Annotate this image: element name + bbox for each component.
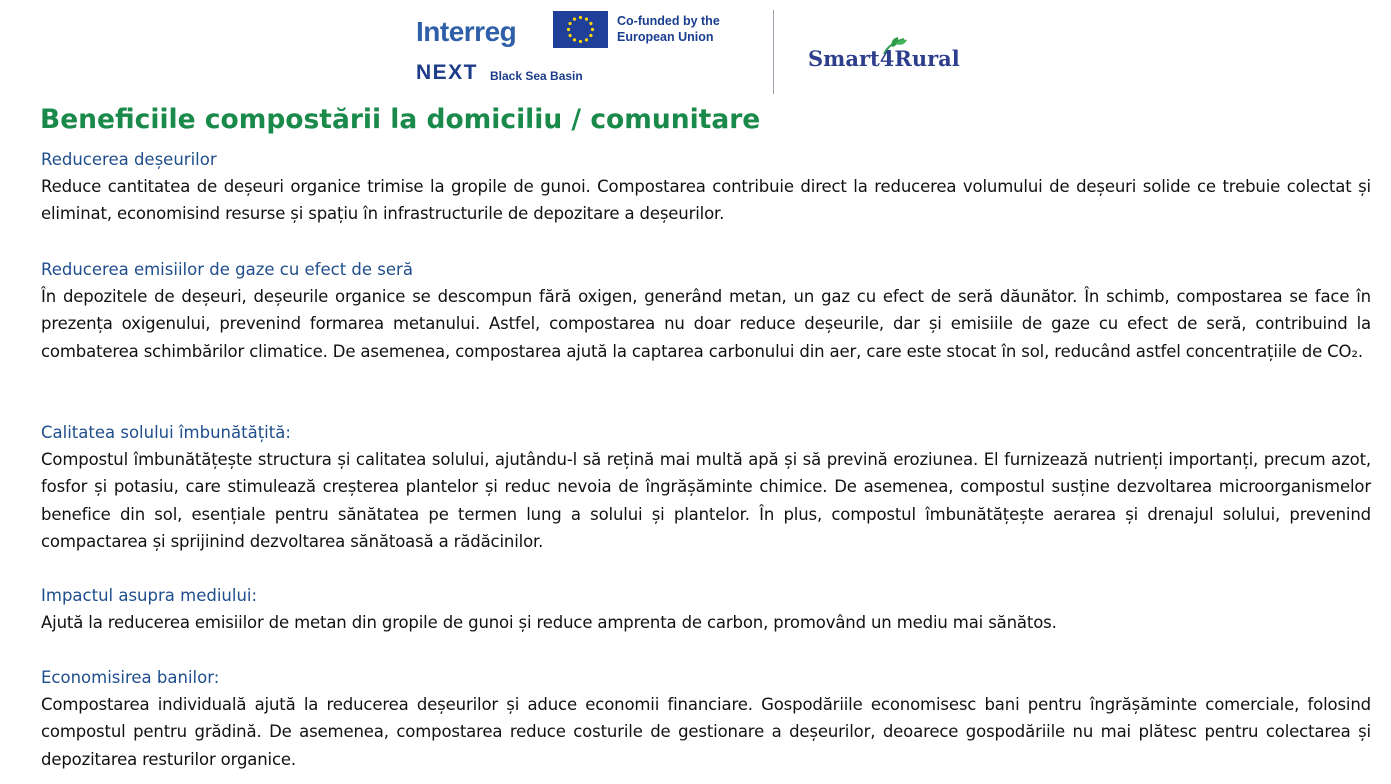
section-heading: Calitatea solului îmbunătățită:	[41, 423, 291, 442]
section-emissions-reduction	[41, 256, 1371, 365]
cofunded-text	[617, 13, 747, 45]
section-paragraph: Ajută la reducerea emisiilor de metan din gropile de gunoi și reduce amprenta de carbon, promovând un mediu mai sănătos.	[41, 613, 1057, 632]
logo-divider	[773, 10, 774, 94]
section-heading: Economisirea banilor:	[41, 668, 220, 687]
section-heading: Reducerea emisiilor de gaze cu efect de seră	[41, 260, 413, 279]
eu-flag-icon	[553, 11, 608, 48]
interreg-logo-text: Interreg	[416, 16, 517, 47]
section-soil-quality	[41, 419, 1371, 555]
header-logos	[0, 0, 1391, 96]
section-paragraph: În depozitele de deșeuri, deșeurile organice se descompun fără oxigen, generând metan, un gaz cu efect de seră dăunător. În schimb, compostarea se face în prezența oxigenului, prevenind formarea metanului. Astfel, compostarea nu doar reduce deșeurile, dar și emisiile de gaze cu efect de seră, contribuind la combaterea schimbărilor climatice. De asemenea, compostarea ajută la captarea carbonului din aer, care este stocat în sol, reducând astfel concentrațiile de CO₂.	[41, 287, 1371, 361]
section-paragraph: Compostarea individuală ajută la reducerea deșeurilor și aduce economii financiare. Gospodăriile economisesc bani pentru îngrășăminte comerciale, folosind compostul pentru grădină. De asemenea, compostarea reduce costurile de gestionare a deșeurilor, deoarece gospodăriile nu mai plătesc pentru colectarea și depozitarea resturilor organice.	[41, 695, 1371, 769]
document-title: Beneficiile compostării la domiciliu / comunitare	[40, 104, 761, 135]
section-paragraph: Reduce cantitatea de deșeuri organice trimise la gropile de gunoi. Compostarea contribuie direct la reducerea volumului de deșeuri solide ce trebuie colectat și eliminat, economisind resurse și spațiu în infrastructurile de depozitare a deșeurilor.	[41, 177, 1371, 224]
next-logo-text: NEXT	[416, 61, 479, 84]
section-environment-impact	[41, 582, 1371, 636]
section-waste-reduction	[41, 146, 1371, 228]
black-sea-basin-text: Black Sea Basin	[490, 69, 583, 83]
section-paragraph: Compostul îmbunătățește structura și calitatea solului, ajutându-l să rețină mai multă apă și să prevină eroziunea. El furnizează nutrienți importanți, precum azot, fosfor și potasiu, care stimulează creșterea plantelor și reduc nevoia de îngrășăminte chimice. De asemenea, compostul susține dezvoltarea microorganismelor benefice din sol, esențiale pentru sănătatea pe termen lung a solului și plantelor. În plus, compostul îmbunătățește aerarea și drenajul solului, prevenind compactarea și sprijinind dezvoltarea sănătoasă a rădăcinilor.	[41, 450, 1371, 551]
cofunded-label: Co-funded by the European Union	[617, 14, 720, 44]
section-money-saving	[41, 664, 1371, 773]
section-heading: Reducerea deșeurilor	[41, 150, 217, 169]
section-heading: Impactul asupra mediului:	[41, 586, 258, 605]
smart4rural-logo-text: Smart4Rural	[808, 46, 960, 71]
